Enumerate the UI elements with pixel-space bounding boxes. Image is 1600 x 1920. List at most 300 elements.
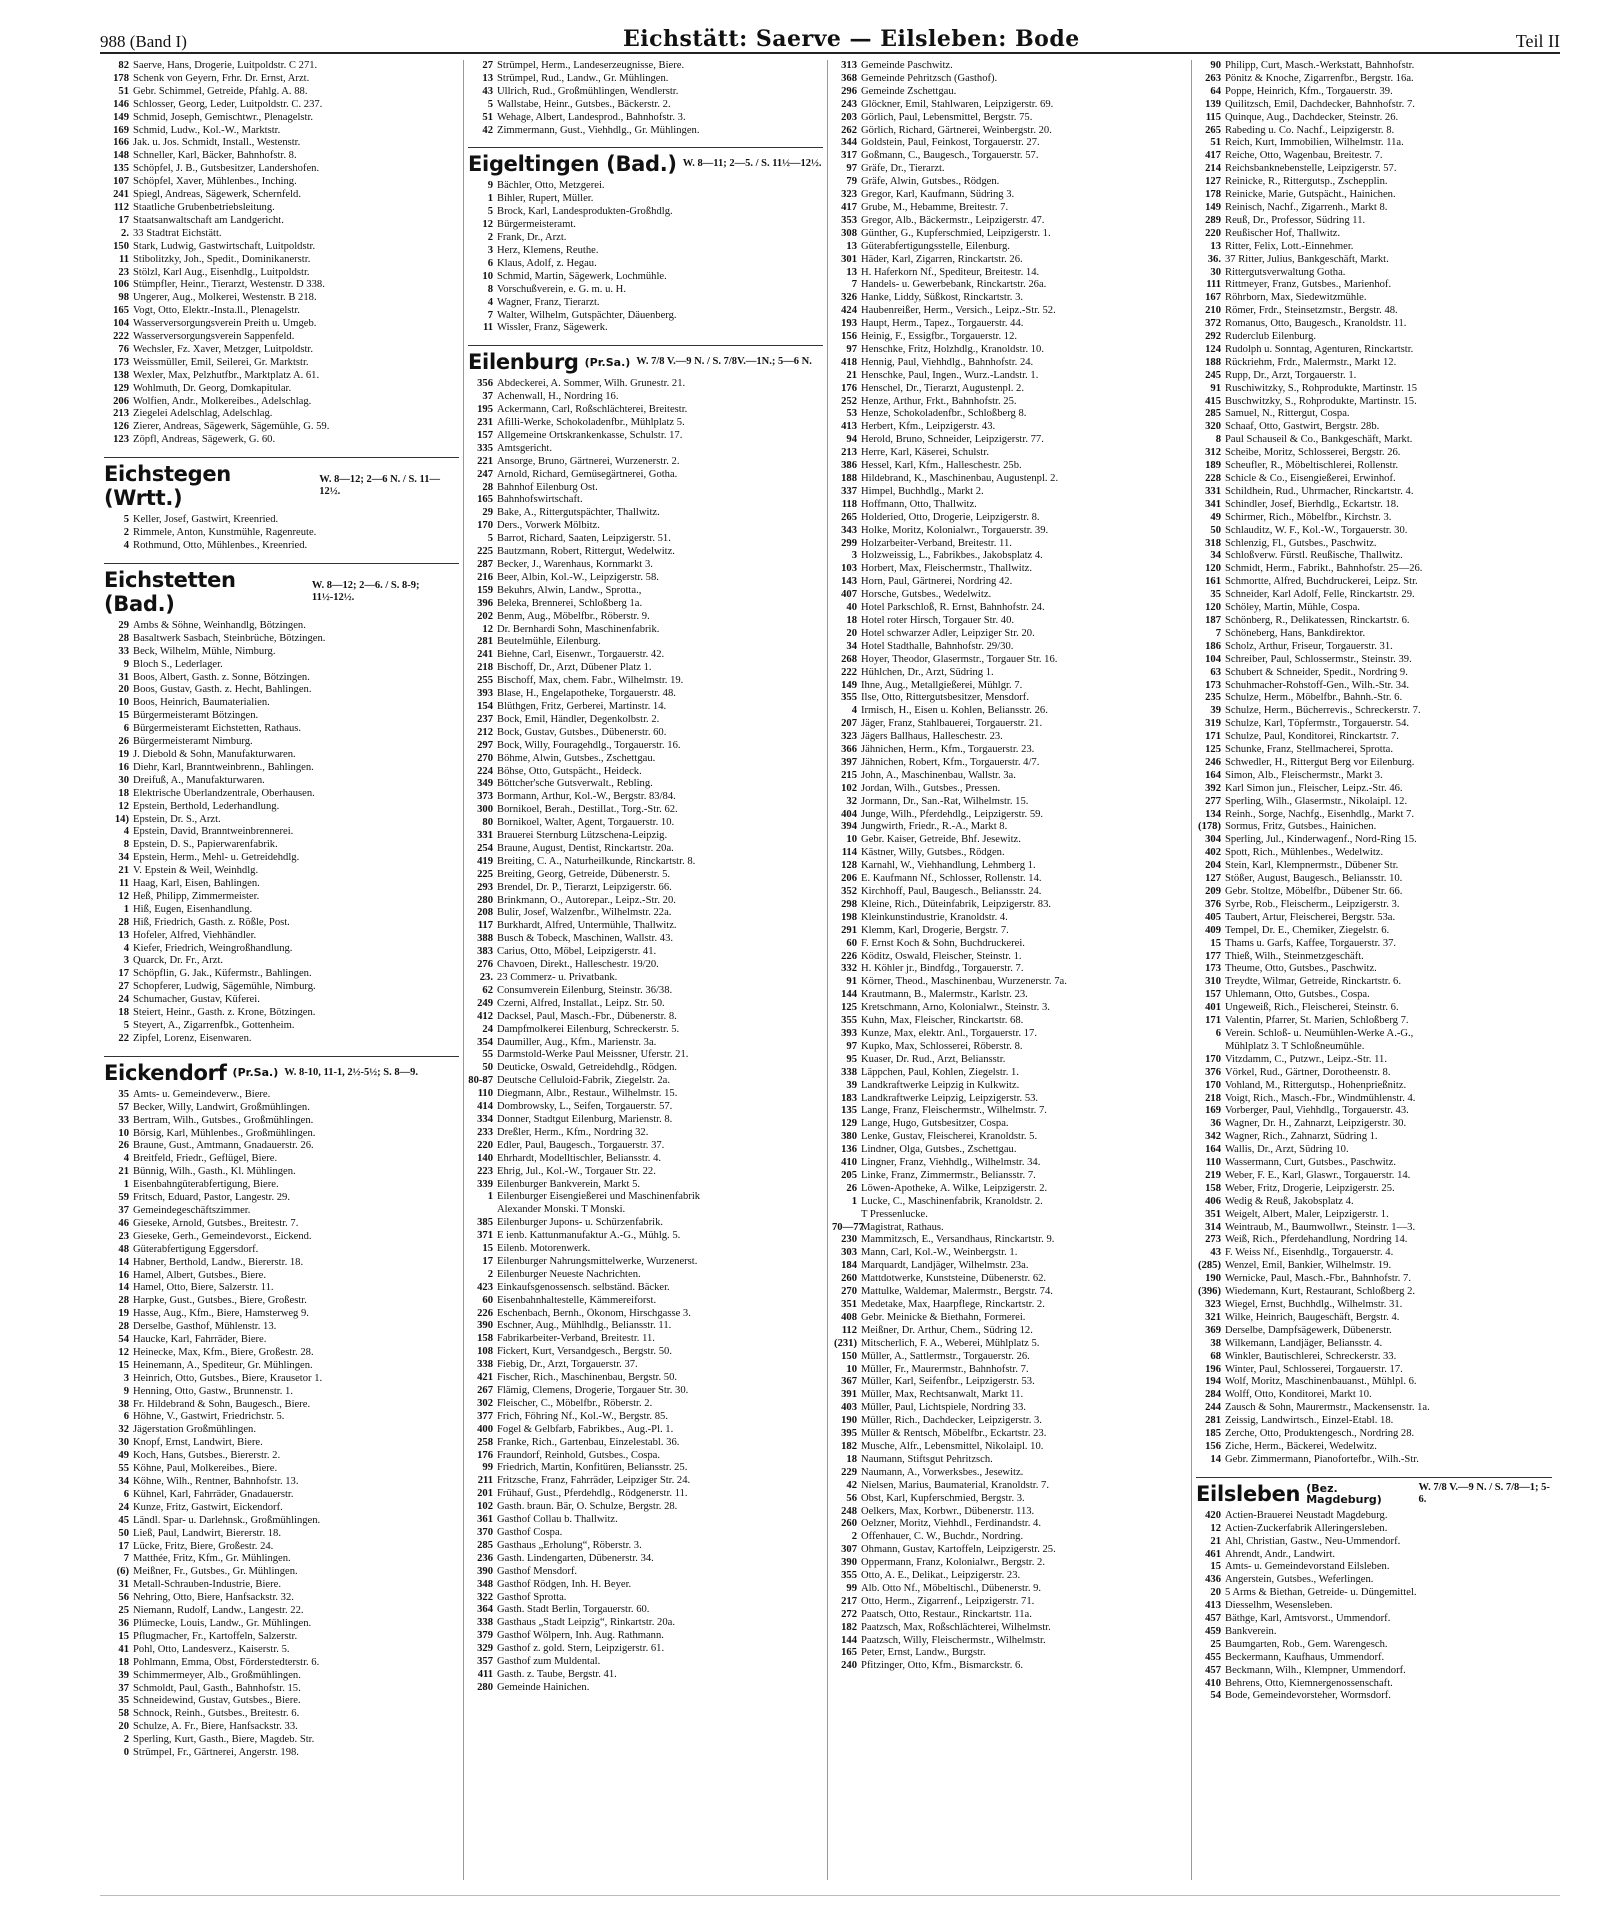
subscriber-text: Scholz, Arthur, Friseur, Torgauerstr. 31. (1225, 640, 1393, 652)
directory-entry (468, 959, 823, 972)
directory-entry (832, 1131, 1187, 1144)
phone-number: 9 (123, 1385, 129, 1397)
subscriber-text: Fischer, Rich., Maschinenbau, Bergstr. 50. (497, 1372, 678, 1384)
directory-entry (104, 1334, 459, 1347)
subscriber-text: Zerche, Otto, Produktengesch., Nordring 28. (1225, 1428, 1415, 1440)
phone-number: 310 (1205, 976, 1221, 988)
directory-entry (832, 1260, 1187, 1273)
subscriber-text: Fraundorf, Reinhold, Gutsbes., Cospa. (497, 1449, 661, 1461)
subscriber-text: Thams u. Garfs, Kaffee, Torgauerstr. 37. (1225, 937, 1397, 949)
subscriber-text: Gemeinde Paschwitz. (861, 60, 953, 71)
directory-entry (832, 163, 1187, 176)
subscriber-text: Schirmer, Rich., Möbelfbr., Kirchstr. 3. (1225, 511, 1392, 523)
phone-number: 246 (1205, 756, 1221, 768)
directory-entry (1196, 886, 1552, 899)
directory-entry (832, 1093, 1187, 1106)
phone-number: 233 (477, 1126, 493, 1138)
phone-number: 120 (1205, 563, 1221, 575)
directory-entry (104, 1721, 459, 1734)
subscriber-text: Sperling, Kurt, Gasth., Biere, Magdeb. Str. (133, 1734, 315, 1746)
phone-number: 338 (477, 1359, 493, 1371)
directory-entry (832, 1660, 1187, 1673)
directory-entry (1196, 1260, 1552, 1273)
phone-number: 423 (477, 1281, 493, 1293)
phone-number: 344 (841, 137, 857, 149)
directory-entry (468, 1308, 823, 1321)
directory-entry (1196, 1028, 1552, 1041)
directory-entry (832, 615, 1187, 628)
subscriber-text: Börsig, Karl, Mühlenbes., Großmühlingen. (133, 1127, 316, 1139)
phone-number: 370 (477, 1526, 493, 1538)
phone-number: 369 (1205, 1324, 1221, 1336)
phone-number: 338 (841, 1066, 857, 1078)
phone-number: 18 (118, 1007, 129, 1019)
phone-number: 104 (1205, 653, 1221, 665)
directory-entry (832, 99, 1187, 112)
subscriber-text: Reich, Kurt, Immobilien, Wilhelmstr. 11a. (1225, 137, 1404, 149)
directory-entry (832, 654, 1187, 667)
phone-number: 209 (1205, 886, 1221, 897)
directory-entry (1196, 1054, 1552, 1067)
phone-number: 240 (841, 1660, 857, 1672)
directory-entry (1196, 1441, 1552, 1454)
subscriber-text: Bode, Gemeindevorsteher, Wormsdorf. (1225, 1690, 1391, 1702)
subscriber-text: Bürgermeisteramt Eichstetten, Rathaus. (133, 723, 302, 735)
directory-entry (832, 951, 1187, 964)
directory-entry (468, 284, 823, 297)
subscriber-text: Herold, Bruno, Schneider, Leipzigerstr. 77. (861, 434, 1044, 446)
phone-number: 28 (482, 481, 493, 493)
subscriber-text: Häder, Karl, Zigarren, Rinckartstr. 26. (861, 253, 1023, 265)
phone-number: 297 (477, 739, 493, 751)
phone-number: 82 (118, 60, 129, 71)
phone-number: 63 (1210, 666, 1221, 678)
phone-number: 8 (1215, 434, 1221, 446)
subscriber-text: Dreßler, Herm., Kfm., Nordring 32. (497, 1126, 649, 1138)
phone-number: 5 (487, 206, 493, 218)
directory-entry (832, 1506, 1187, 1519)
subscriber-text: Otto, A. E., Delikat., Leipzigerstr. 23. (861, 1570, 1021, 1582)
directory-entry (468, 1656, 823, 1669)
directory-entry (1196, 1587, 1552, 1600)
phone-number: 177 (1205, 950, 1221, 962)
subscriber-text: Henschel, Dr., Tierarzt, Augustenpl. 2. (861, 382, 1025, 394)
subscriber-text: Dreifuß, A., Manufakturwaren. (133, 774, 265, 786)
directory-entry (468, 73, 823, 86)
phone-number: 221 (477, 455, 493, 467)
phone-number: 317 (841, 150, 857, 162)
directory-entry (832, 989, 1187, 1002)
subscriber-text: Bächler, Otto, Metzgerei. (497, 180, 605, 192)
directory-entry (1196, 589, 1552, 602)
subscriber-text: Czerni, Alfred, Installat., Leipz. Str. 50. (497, 997, 665, 1009)
subscriber-text: Stölzl, Karl Aug., Eisenhdlg., Luitpoldstr. (133, 266, 310, 278)
phone-number: 1 (123, 903, 129, 915)
town-heading (468, 147, 823, 176)
office-hours: W. 8-10, 11-1, 2½-5½; S. 8—9. (284, 1066, 419, 1078)
subscriber-text: Bock, Willy, Fouragehdlg., Torgauerstr. 16. (497, 739, 681, 751)
directory-entry (832, 150, 1187, 163)
subscriber-text: Offenhauer, C. W., Buchdr., Nordring. (861, 1531, 1024, 1543)
phone-number: (231) (834, 1337, 857, 1349)
subscriber-text: Jäger, Franz, Stahlbauerei, Torgauerstr. 21. (861, 718, 1043, 730)
phone-number: 57 (118, 1101, 129, 1113)
phone-number: 260 (841, 1518, 857, 1530)
subscriber-text: Horsche, Gutsbes., Wedelwitz. (861, 589, 992, 601)
phone-number: 418 (841, 356, 857, 368)
subscriber-text: Vohland, M., Rittergutsp., Hohenprießnitz. (1225, 1079, 1407, 1091)
directory-entry (1196, 576, 1552, 589)
directory-entry (1196, 796, 1552, 809)
subscriber-text: Kuhn, Max, Fleischer, Rinckartstr. 68. (861, 1015, 1024, 1027)
phone-number: 182 (841, 1621, 857, 1633)
directory-entry (104, 723, 459, 736)
subscriber-text: Rimmele, Anton, Kunstmühle, Ragenreute. (133, 527, 317, 539)
phone-number: 12 (1210, 1522, 1221, 1534)
subscriber-text: Oppermann, Franz, Kolonialwr., Bergstr. 2. (861, 1557, 1045, 1569)
phone-number: 54 (1210, 1690, 1221, 1702)
subscriber-text: Müller, Fr., Maurermstr., Bahnhofstr. 7. (861, 1363, 1029, 1375)
subscriber-text: Eilenburger Eisengießerei und Maschinenfabrik (497, 1191, 701, 1203)
phone-number: 10 (118, 697, 129, 709)
directory-entry (832, 512, 1187, 525)
phone-number: 313 (841, 60, 857, 71)
directory-entry (832, 886, 1187, 899)
phone-number: 237 (477, 713, 493, 725)
directory-entry (468, 1127, 823, 1140)
subscriber-text: Gasthof Collau b. Thallwitz. (497, 1514, 618, 1526)
phone-number: 385 (477, 1217, 493, 1229)
phone-number: 207 (841, 718, 857, 730)
directory-entry (468, 232, 823, 245)
directory-entry (104, 1347, 459, 1360)
phone-number: 312 (1205, 447, 1221, 459)
phone-number: 272 (841, 1608, 857, 1620)
directory-entry (104, 1270, 459, 1283)
directory-entry (104, 1033, 459, 1046)
subscriber-text: Kühnel, Karl, Fahrräder, Gnadauerstr. (133, 1488, 294, 1500)
phone-number: 393 (477, 688, 493, 700)
subscriber-text: Hamel, Otto, Biere, Salzerstr. 11. (133, 1282, 274, 1294)
directory-entry (1196, 963, 1552, 976)
directory-entry (1196, 1626, 1552, 1639)
phone-number: 21 (1210, 1535, 1221, 1547)
subscriber-text: Gemeindegeschäftszimmer. (133, 1204, 251, 1216)
phone-number: 307 (841, 1544, 857, 1556)
town-name: Eichstegen (Wrtt.) (104, 462, 231, 511)
town-name: Eickendorf (104, 1060, 227, 1085)
subscriber-text: Weintraub, M., Baumwollwr., Steinstr. 1—3. (1225, 1221, 1416, 1233)
phone-number: 424 (841, 305, 857, 317)
subscriber-text: Haucke, Karl, Fahrräder, Biere. (133, 1334, 267, 1346)
directory-entry (832, 1518, 1187, 1531)
directory-entry (104, 1579, 459, 1592)
phone-number: 28 (118, 1321, 129, 1333)
phone-number: 18 (118, 787, 129, 799)
subscriber-text: Metall-Schrauben-Industrie, Biere. (133, 1579, 281, 1591)
subscriber-text: Linke, Franz, Zimmermstr., Beliansstr. 7. (861, 1169, 1036, 1181)
subscriber-text: Beck, Wilhelm, Mühle, Nimburg. (133, 645, 276, 657)
phone-number: 390 (477, 1320, 493, 1332)
phone-number: 148 (113, 150, 129, 162)
phone-number: 3 (851, 550, 857, 562)
office-hours: W. 7/8 V.—9 N. / S. 7/8V.—1N.; 5—6 N. (636, 356, 812, 368)
phone-number: 60 (846, 937, 857, 949)
subscriber-text: Spiegl, Andreas, Sägewerk, Schernfeld. (133, 189, 301, 201)
directory-entry (468, 585, 823, 598)
phone-number: 204 (1205, 860, 1221, 872)
subscriber-text: Haupt, Herm., Tapez., Torgauerstr. 44. (861, 318, 1024, 330)
phone-number: 254 (477, 842, 493, 854)
directory-entry (832, 1635, 1187, 1648)
subscriber-text: Saerve, Hans, Drogerie, Luitpoldstr. C 271. (133, 60, 318, 71)
directory-entry (468, 1566, 823, 1579)
directory-entry (104, 710, 459, 723)
phone-number: 17 (482, 1255, 493, 1267)
phone-number: 373 (477, 791, 493, 803)
directory-entry (104, 215, 459, 228)
phone-number: 461 (1205, 1548, 1221, 1560)
phone-number: 166 (113, 137, 129, 149)
directory-entry (104, 189, 459, 202)
directory-entry (832, 1067, 1187, 1080)
subscriber-text: Kretschmann, Arno, Kolonialwr., Steinstr. 3. (861, 1002, 1050, 1014)
directory-entry (104, 620, 459, 633)
subscriber-text: Voigt, Rich., Masch.-Fbr., Windmühlenstr. 4. (1225, 1092, 1416, 1104)
subscriber-text: Beckmann, Wilh., Klempner, Ummendorf. (1225, 1664, 1406, 1676)
phone-number: 270 (477, 752, 493, 764)
directory-entry (104, 1321, 459, 1334)
directory-entry (468, 1011, 823, 1024)
subscriber-text: Eilenb. Motorenwerk. (497, 1243, 591, 1255)
directory-entry (468, 206, 823, 219)
subscriber-text: Braune, Gust., Amtmann, Gnadauerstr. 26. (133, 1140, 314, 1152)
directory-entry (104, 865, 459, 878)
subscriber-text: Gemeinde Zschettgau. (861, 85, 957, 97)
directory-entry (832, 1493, 1187, 1506)
subscriber-text: Lindner, Olga, Gutsbes., Zschettgau. (861, 1144, 1017, 1156)
subscriber-text: Müller, Paul, Lichtspiele, Nordring 33. (861, 1402, 1026, 1414)
phone-number: 91 (846, 976, 857, 988)
phone-number: 182 (841, 1440, 857, 1452)
phone-number: 185 (1205, 1428, 1221, 1440)
directory-entry (832, 499, 1187, 512)
subscriber-text: Arnold, Richard, Gemüsegärtnerei, Gotha. (497, 468, 678, 480)
directory-entry (1196, 834, 1552, 847)
directory-entry (468, 791, 823, 804)
directory-entry (104, 527, 459, 540)
directory-entry (1196, 951, 1552, 964)
phone-number: 17 (118, 1540, 129, 1552)
phone-number: 156 (1205, 1440, 1221, 1452)
directory-entry (1196, 667, 1552, 680)
phone-number: 20 (118, 684, 129, 696)
directory-entry (104, 60, 459, 73)
phone-number: 13 (846, 240, 857, 252)
phone-number: 164 (1205, 1144, 1221, 1156)
directory-entry (1196, 899, 1552, 912)
subscriber-text: Paatzsch, Willy, Fleischermstr., Wilhelmstr. (861, 1634, 1046, 1646)
directory-entry (104, 1747, 459, 1760)
directory-entry (1196, 628, 1552, 641)
subscriber-text: Holzweissig, L., Fabrikbes., Jakobsplatz 4. (861, 550, 1043, 562)
directory-entry (104, 1528, 459, 1541)
phone-number: 436 (1205, 1574, 1221, 1586)
phone-number: 56 (118, 1592, 129, 1604)
phone-number: 2 (851, 1531, 857, 1543)
phone-number: 161 (1205, 576, 1221, 588)
phone-number: 12 (118, 800, 129, 812)
subscriber-text: Zöpfl, Andreas, Sägewerk, G. 60. (133, 434, 276, 446)
subscriber-text: Ahl, Christian, Gastw., Neu-Ummendorf. (1225, 1535, 1401, 1547)
phone-number: 391 (841, 1389, 857, 1401)
subscriber-text: Boos, Gustav, Gasth. z. Hecht, Bahlingen. (133, 684, 312, 696)
phone-number: 129 (841, 1118, 857, 1130)
subscriber-text: Becker, J., Warenhaus, Kornmarkt 3. (497, 559, 653, 570)
phone-number: 380 (841, 1131, 857, 1143)
subscriber-text: Kleinkunstindustrie, Kranoldstr. 4. (861, 911, 1008, 923)
phone-number: 3 (487, 244, 493, 256)
directory-entry (104, 968, 459, 981)
subscriber-text: Scheufler, R., Möbeltischlerei, Rollenstr. (1225, 460, 1399, 472)
directory-entry (832, 925, 1187, 938)
phone-number: 149 (113, 111, 129, 123)
phone-number: 1 (487, 193, 493, 205)
subscriber-text: Bihler, Rupert, Müller. (497, 193, 594, 205)
subscriber-text: Mattdotwerke, Kunststeine, Dübenerstr. 62. (861, 1273, 1047, 1285)
directory-entry (832, 292, 1187, 305)
directory-entry (468, 1359, 823, 1372)
directory-entry (468, 985, 823, 998)
phone-number: 15 (1210, 937, 1221, 949)
phone-number: 51 (1210, 137, 1221, 149)
subscriber-text: Schnock, Reinh., Gutsbes., Breitestr. 6. (133, 1708, 300, 1720)
phone-number: (285) (1198, 1260, 1221, 1272)
subscriber-text: Elektrische Überlandzentrale, Oberhausen. (133, 787, 315, 799)
subscriber-text: Bock, Gustav, Gutsbes., Dübenerstr. 60. (497, 726, 667, 738)
subscriber-text: Zausch & Sohn, Maurermstr., Mackensenstr. 1a. (1225, 1402, 1430, 1414)
phone-number: 2. (121, 227, 129, 239)
directory-entry (832, 821, 1187, 834)
phone-number: 42 (482, 124, 493, 136)
phone-number: 169 (1205, 1105, 1221, 1117)
directory-entry (832, 1364, 1187, 1377)
directory-entry (468, 443, 823, 456)
subscriber-text: Wallis, Dr., Arzt, Südring 10. (1225, 1144, 1349, 1156)
directory-entry (104, 1399, 459, 1412)
subscriber-text: Bloch S., Lederlager. (133, 658, 223, 670)
subscriber-text: J. Diebold & Sohn, Manufakturwaren. (133, 748, 296, 760)
directory-entry (832, 899, 1187, 912)
directory-entry (1196, 1157, 1552, 1170)
directory-entry (104, 1373, 459, 1386)
phone-number: 368 (841, 72, 857, 84)
directory-entry (104, 1411, 459, 1424)
subscriber-text: Mattulke, Waldemar, Malermstr., Bergstr. 74. (861, 1286, 1053, 1298)
phone-number: 14 (118, 1282, 129, 1294)
phone-number: 99 (846, 1582, 857, 1594)
phone-number: 170 (477, 520, 493, 532)
directory-entry (1196, 344, 1552, 357)
directory-entry (104, 125, 459, 138)
phone-number: 25 (118, 1605, 129, 1617)
subscriber-text: Gasth. braun. Bär, O. Schulze, Bergstr. 28. (497, 1501, 678, 1513)
directory-entry (832, 963, 1187, 976)
subscriber-text: Bürgermeisteramt. (497, 219, 576, 231)
phone-number: 102 (477, 1501, 493, 1513)
directory-entry (832, 550, 1187, 563)
phone-number: 23. (479, 972, 493, 983)
subscriber-text: Bürgermeisteramt Nimburg. (133, 736, 253, 748)
phone-number: 26 (846, 1182, 857, 1194)
phone-number: 14 (118, 1256, 129, 1268)
directory-entry (468, 856, 823, 869)
phone-number: 270 (841, 1286, 857, 1298)
subscriber-text: Ländl. Spar- u. Darlehnsk., Großmühlingen. (133, 1514, 321, 1526)
phone-number: 300 (477, 804, 493, 816)
phone-number: 322 (477, 1591, 493, 1603)
subscriber-text: Kuaser, Dr. Rud., Arzt, Beliansstr. (861, 1053, 1006, 1065)
subscriber-text: Eisenbahnhaltestelle, Kämmereiforst. (497, 1294, 657, 1306)
directory-entry (468, 1269, 823, 1282)
phone-number: 13 (1210, 240, 1221, 252)
directory-entry (104, 1515, 459, 1528)
column-1 (100, 60, 464, 1880)
subscriber-text: Reuß, Dr., Professor, Südring 11. (1225, 214, 1366, 226)
phone-number: 68 (1210, 1350, 1221, 1362)
subscriber-text: Wohlmuth, Dr. Georg, Domkapitular. (133, 382, 292, 394)
phone-number: 112 (841, 1324, 857, 1336)
directory-entry (832, 667, 1187, 680)
phone-number: 157 (1205, 989, 1221, 1001)
directory-entry (832, 125, 1187, 138)
subscriber-text: Heß, Philipp, Zimmermeister. (133, 890, 260, 902)
directory-entry (104, 86, 459, 99)
phone-number: 225 (477, 546, 493, 558)
subscriber-text: Herre, Karl, Käserei, Schulstr. (861, 447, 989, 459)
subscriber-text: Hanke, Liddy, Süßkost, Rinckartstr. 3. (861, 292, 1024, 304)
phone-number: 329 (477, 1643, 493, 1655)
directory-entry (104, 1463, 459, 1476)
phone-number: 248 (841, 1505, 857, 1517)
phone-number: 43 (482, 85, 493, 97)
directory-entry (832, 1454, 1187, 1467)
directory-entry (468, 456, 823, 469)
directory-entry (1196, 1209, 1552, 1222)
phone-number: 135 (113, 163, 129, 175)
subscriber-text: Schuhmacher-Rohstoff-Gen., Wilh.-Str. 34. (1225, 679, 1410, 691)
subscriber-text: Kunze, Max, elektr. Anl., Torgauerstr. 17. (861, 1027, 1037, 1039)
subscriber-text: Körner, Theod., Maschinenbau, Wurzenerstr. 7a. (861, 976, 1067, 988)
directory-entry (1196, 989, 1552, 1002)
subscriber-text: Plümecke, Louis, Landw., Gr. Mühlingen. (133, 1617, 312, 1629)
directory-entry (832, 809, 1187, 822)
directory-entry (1196, 1093, 1552, 1106)
subscriber-text: Frank, Dr., Arzt. (497, 232, 567, 244)
directory-entry (468, 1579, 823, 1592)
directory-entry (1196, 73, 1552, 86)
phone-number: 36 (118, 1617, 129, 1629)
phone-number: 235 (1205, 692, 1221, 704)
phone-number: 99 (482, 1462, 493, 1474)
subscriber-text: Frich, Föhring Nf., Kol.-W., Bergstr. 85. (497, 1410, 668, 1422)
subscriber-text: Schulze, Karl, Töpfermstr., Torgauerstr. 54. (1225, 718, 1410, 730)
subscriber-text: Junge, Wilh., Pferdehdlg., Leipzigerstr. 59. (861, 808, 1044, 820)
subscriber-text: Poppe, Heinrich, Kfm., Torgauerstr. 39. (1225, 85, 1393, 97)
phone-number: 252 (841, 395, 857, 407)
directory-entry (104, 1218, 459, 1231)
directory-entry (832, 641, 1187, 654)
